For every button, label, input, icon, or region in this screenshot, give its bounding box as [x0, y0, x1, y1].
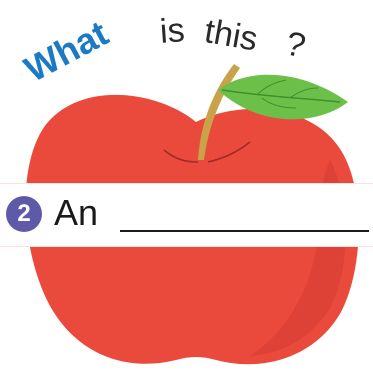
question-number-text: 2 [17, 200, 31, 227]
answer-prefix: An [54, 192, 99, 233]
title-question-mark-text: ? [281, 24, 310, 66]
question-number-badge [6, 196, 42, 232]
title-word-is-text: is [158, 11, 186, 51]
title-word-is [159, 13, 186, 49]
answer-blank-line[interactable] [120, 230, 369, 232]
title-word-this-text: this [201, 12, 261, 59]
title-word-this [202, 14, 260, 57]
title-word-what-text: What [17, 12, 115, 90]
